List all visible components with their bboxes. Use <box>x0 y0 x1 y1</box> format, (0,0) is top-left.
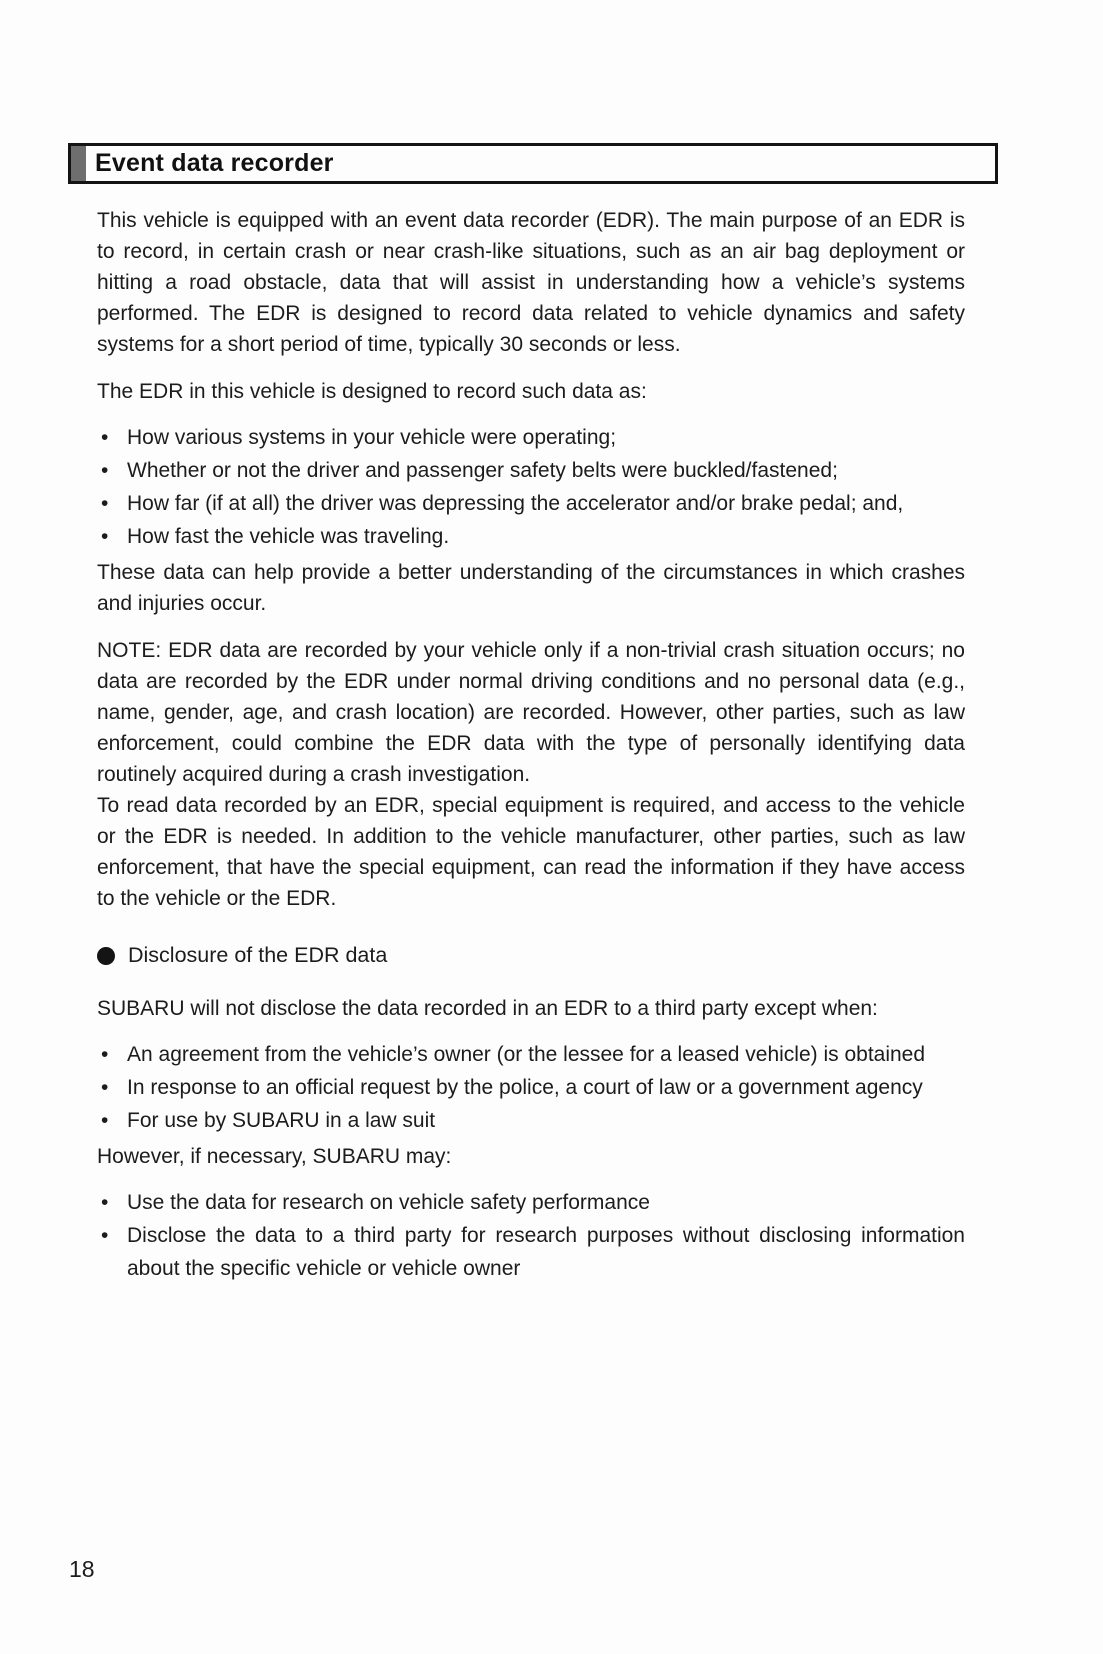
disclosure-lead-paragraph: SUBARU will not disclose the data recorded in an EDR to a third party except when: <box>97 997 878 1020</box>
bullet-icon: • <box>101 459 109 482</box>
list-item <box>97 520 965 553</box>
list-item <box>97 421 965 454</box>
record-lead-paragraph: The EDR in this vehicle is designed to record such data as: <box>97 380 647 403</box>
list-item-text: Disclose the data to a third party for research purposes without disclosing information about the specific vehicle or vehicle owner <box>127 1224 965 1280</box>
bullet-icon: • <box>101 426 109 449</box>
spacer <box>97 411 965 421</box>
list-item <box>97 1186 965 1219</box>
circumstances-paragraph: These data can help provide a better understanding of the circumstances in which crashes and injuries occur. <box>97 561 965 615</box>
list-item <box>97 1104 965 1137</box>
bullet-icon: • <box>101 525 109 548</box>
list-item-text: Use the data for research on vehicle safety performance <box>127 1191 650 1214</box>
bullet-icon: • <box>101 1076 109 1099</box>
read-access-paragraph: To read data recorded by an EDR, special equipment is required, and access to the vehicle or the EDR is needed. In addition to the vehicle manufacturer, other parties, such as law enforcement, that have the special equipment, can read the information if they have access to the vehicle or the EDR. <box>97 794 965 910</box>
list-item-text: How fast the vehicle was traveling. <box>127 525 450 548</box>
list-item <box>97 1038 965 1071</box>
bullet-icon: • <box>101 1109 109 1132</box>
list-item <box>97 1071 965 1104</box>
bullet-icon: • <box>101 1043 109 1066</box>
list-item <box>97 1219 965 1285</box>
list-item <box>97 487 965 520</box>
list-item-text: Whether or not the driver and passenger safety belts were buckled/fastened; <box>127 459 838 482</box>
list-item-text: An agreement from the vehicle’s owner (or the lessee for a leased vehicle) is obtained <box>127 1043 926 1066</box>
intro-paragraph: This vehicle is equipped with an event data recorder (EDR). The main purpose of an EDR is to record, in certain crash or near crash-like situations, such as an air bag deployment or hitting a road obstacle, data that will assist in understanding how a vehicle’s systems performed. The EDR is designed to record data related to vehicle dynamics and safety systems for a short period of time, typically 30 seconds or less. <box>97 209 965 356</box>
section-title-bar <box>68 143 998 184</box>
subaru-may-list <box>97 1186 965 1285</box>
list-item <box>97 454 965 487</box>
note-paragraph: NOTE: EDR data are recorded by your vehicle only if a non-trivial crash situation occurs; no data are recorded by the EDR under normal driving conditions and no personal data (e.g., name, gender, age, and crash location) are recorded. However, other parties, such as law enforcement, could combine the EDR data with the type of personally identifying data routinely acquired during a crash investigation. <box>97 639 965 786</box>
page-body <box>97 205 965 1289</box>
disc-bullet-icon <box>97 947 115 965</box>
bullet-icon: • <box>101 1191 109 1214</box>
disclosure-heading <box>97 940 965 971</box>
bullet-icon: • <box>101 1224 109 1247</box>
spacer <box>97 1176 965 1186</box>
title-accent-bar <box>71 146 86 181</box>
page-number: 18 <box>69 1556 95 1582</box>
bullet-icon: • <box>101 492 109 515</box>
list-item-text: How far (if at all) the driver was depressing the accelerator and/or brake pedal; and, <box>127 492 904 515</box>
list-item-text: In response to an official request by the police, a court of law or a government agency <box>127 1076 923 1099</box>
however-paragraph: However, if necessary, SUBARU may: <box>97 1145 452 1168</box>
disclosure-heading-label: Disclosure of the EDR data <box>128 943 388 967</box>
page-title: Event data recorder <box>95 149 334 177</box>
spacer <box>97 1028 965 1038</box>
list-item-text: For use by SUBARU in a law suit <box>127 1109 436 1132</box>
recorded-data-list <box>97 421 965 553</box>
disclosure-exception-list <box>97 1038 965 1137</box>
list-item-text: How various systems in your vehicle were operating; <box>127 426 617 449</box>
